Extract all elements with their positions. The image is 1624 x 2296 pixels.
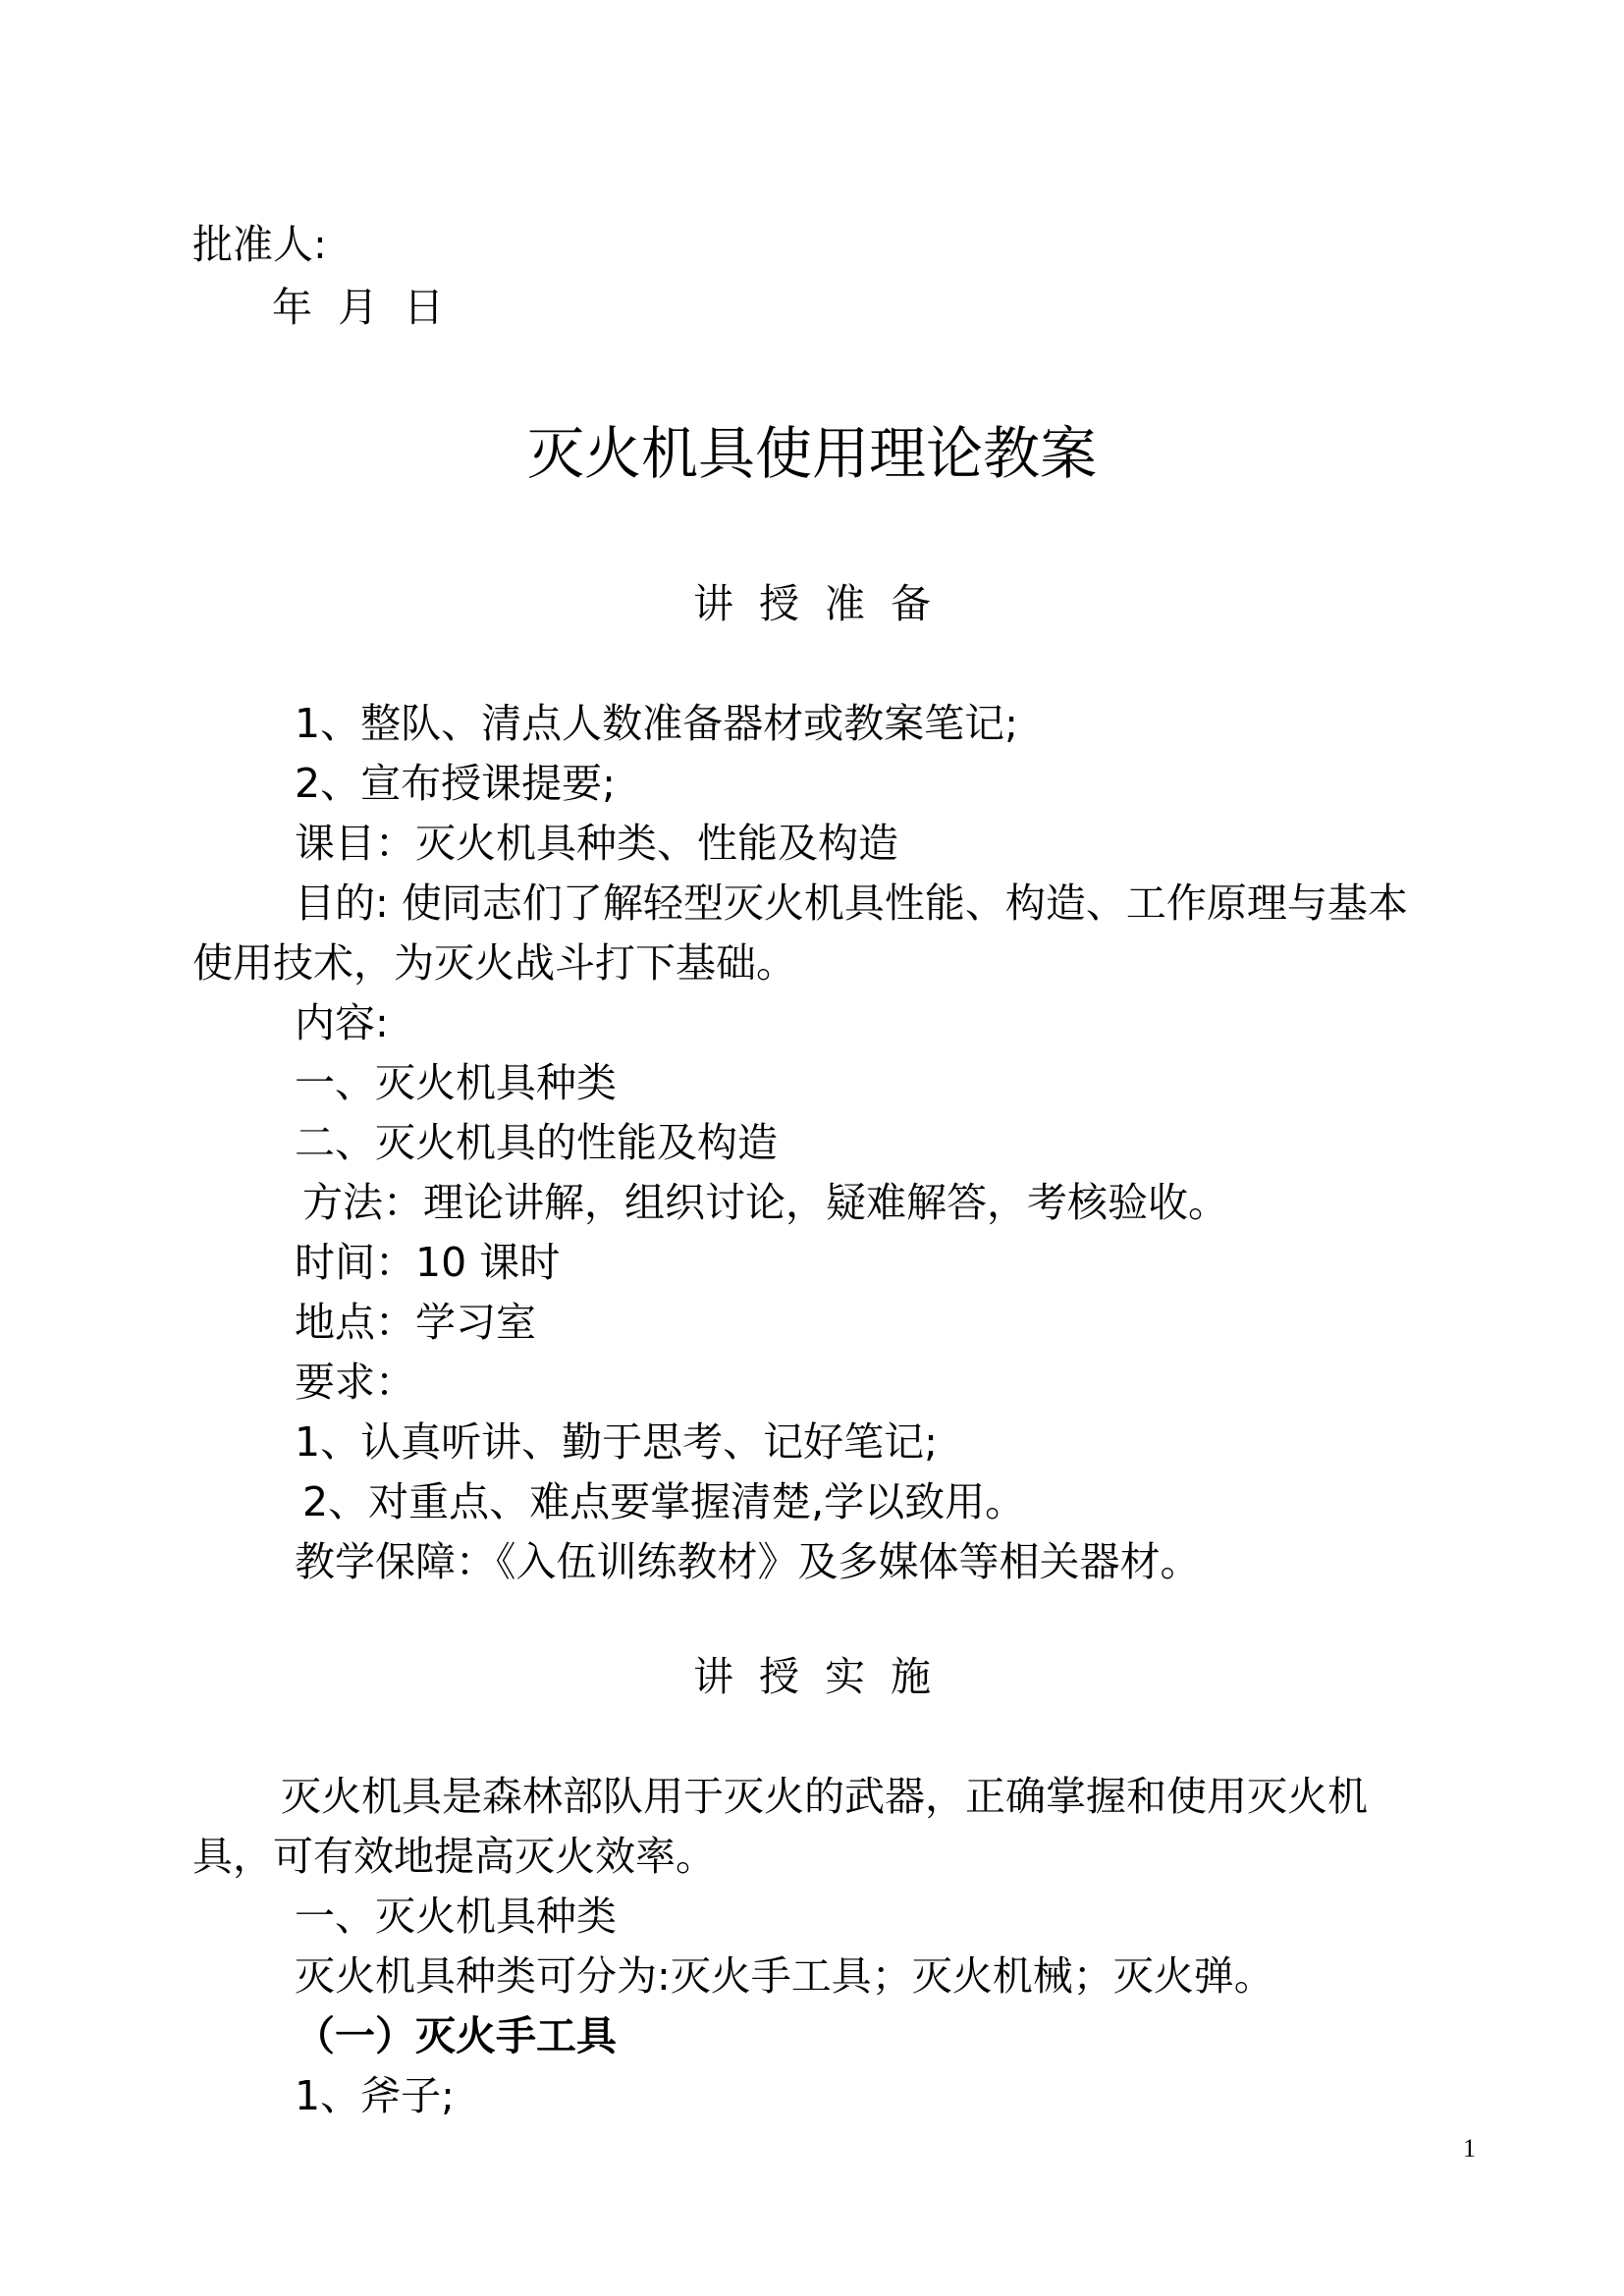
subsection-heading: 一、灭火机具种类 xyxy=(295,1893,617,1940)
approver-label: 批准人: xyxy=(192,221,327,268)
section-heading-preparation: 讲授准备 xyxy=(693,580,956,627)
content-item: 二、灭火机具的性能及构造 xyxy=(295,1119,778,1166)
course-purpose: 目的: 使同志们了解轻型灭火机具性能、构造、工作原理与基本 xyxy=(295,880,1408,927)
content-label: 内容: xyxy=(295,999,389,1046)
content-item: 一、灭火机具种类 xyxy=(295,1059,617,1106)
list-item: 2、宣布授课提要; xyxy=(295,760,616,807)
requirements-label: 要求： xyxy=(295,1359,415,1406)
page-title: 灭火机具使用理论教案 xyxy=(526,420,1097,487)
subsection-heading-bold: （一）灭火手工具 xyxy=(295,2012,617,2059)
list-item: 1、斧子; xyxy=(295,2072,455,2119)
paragraph-line: 具，可有效地提高灭火效率。 xyxy=(192,1833,716,1880)
requirement-item: 1、认真听讲、勤于思考、记好笔记; xyxy=(295,1418,938,1466)
course-purpose-continued: 使用技术，为灭火战斗打下基础。 xyxy=(192,939,796,987)
method-line: 方法：理论讲解，组织讨论，疑难解答，考核验收。 xyxy=(302,1179,1228,1226)
paragraph-line: 灭火机具种类可分为:灭火手工具；灭火机械；灭火弹。 xyxy=(295,1952,1274,2000)
section-heading-implementation: 讲授实施 xyxy=(693,1653,956,1700)
date-label: 年 月 日 xyxy=(272,284,445,331)
requirement-item: 2、对重点、难点要掌握清楚,学以致用。 xyxy=(302,1478,1026,1525)
page-number: 1 xyxy=(1463,2134,1476,2163)
course-subject: 课目：灭火机具种类、性能及构造 xyxy=(295,820,898,867)
paragraph-line: 灭火机具是森林部队用于灭火的武器，正确掌握和使用灭火机 xyxy=(281,1773,1368,1820)
list-item: 1、整队、清点人数准备器材或教案笔记; xyxy=(295,700,1018,747)
time-line: 时间：10 课时 xyxy=(295,1239,561,1286)
location-line: 地点：学习室 xyxy=(295,1299,536,1346)
teaching-support-line: 教学保障：《入伍训练教材》及多媒体等相关器材。 xyxy=(295,1538,1201,1585)
